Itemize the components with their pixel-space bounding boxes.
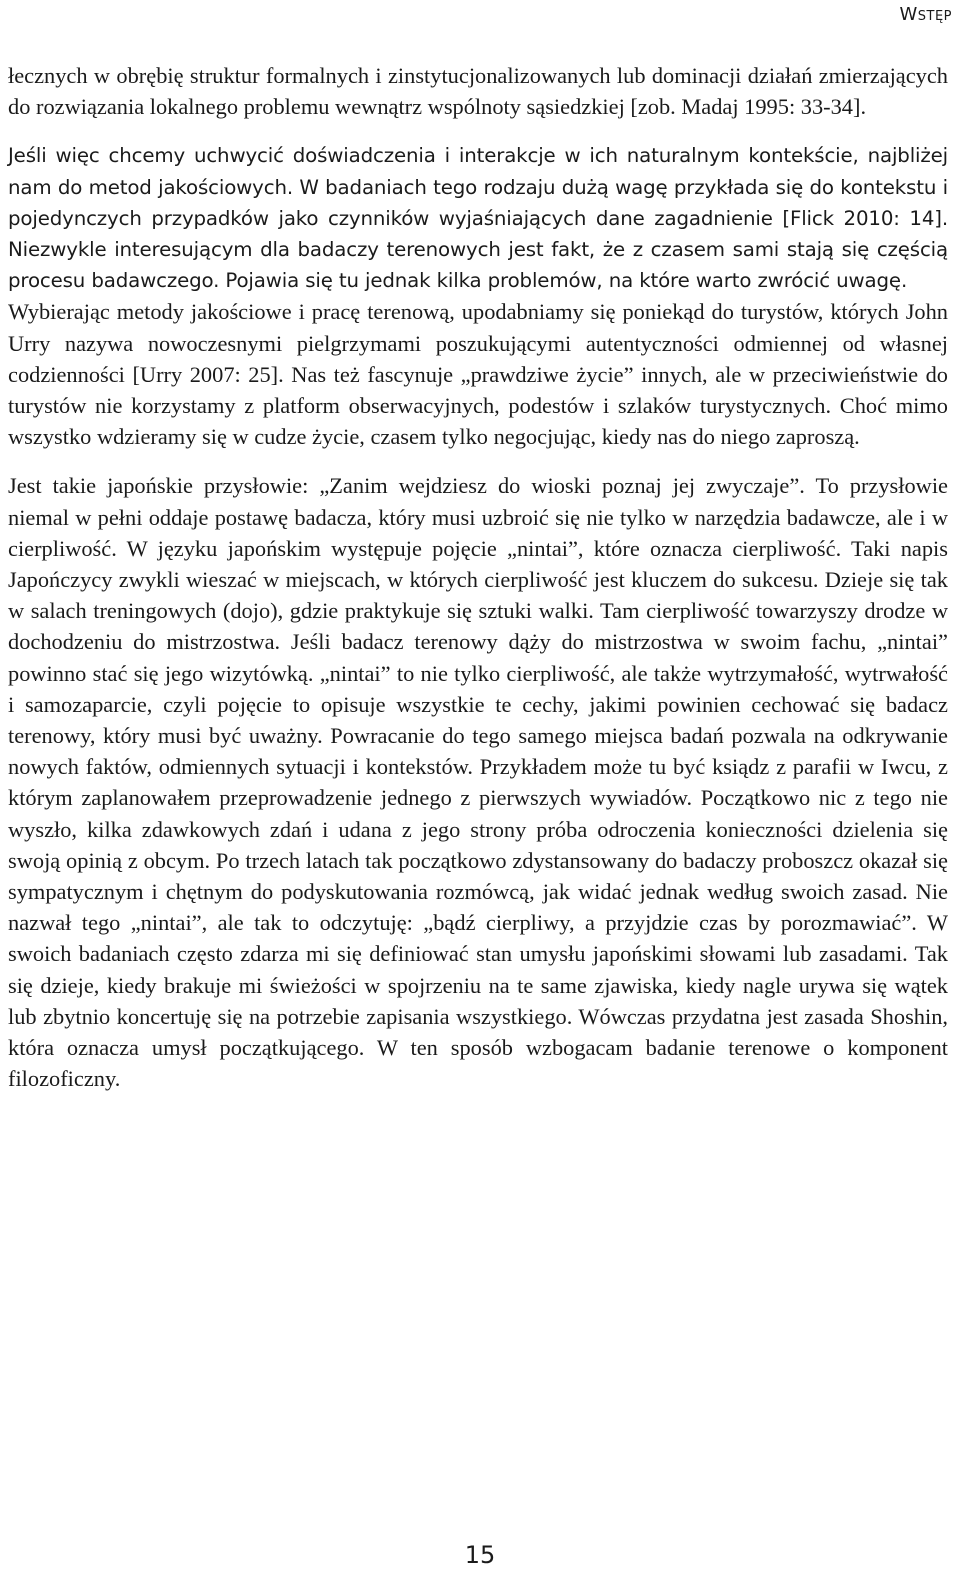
paragraph-4: Jest takie japońskie przysłowie: „Zanim wejdziesz do wioski poznaj jej zwyczaje”. To przysłowie niemal w pełni oddaje postawę badacza, który musi uzbroić się nie tylko w narzędzia badawcze, ale i w cierpliwość. W języku japońskim występuje pojęcie „nintai”, które oznacza cierpliwość. Taki napis Japończycy zwykli wieszać w miejscach, w których cierpliwość jest kluczem do sukcesu. Dzieje się tak w salach treningowych (dojo), gdzie praktykuje się sztuki walki. Tam cierpliwość towarzyszy drodze w dochodzeniu do mistrzostwa. Jeśli badacz terenowy dąży do mistrzostwa w swoim fachu, „nintai” powinno stać się jego wizytówką. „nintai” to nie tylko cierpliwość, ale także wytrzymałość, wytrwałość i samozaparcie, czyli pojęcie to opisuje wszystkie te cechy, jakimi powinien cechować się badacz terenowy, który musi być uważny. Powracanie do tego samego miejsca badań pozwala na odkrywanie nowych faktów, odmiennych sytuacji i kontekstów. Przykładem może tu być ksiądz z parafii w Iwcu, z którym zaplanowałem przeprowadzenie jednego z pierwszych wywiadów. Początkowo nic z tego nie wyszło, kilka zdawkowych zdań i udana z jego strony próba odroczenia konieczności dzielenia się swoją opinią z obcym. Po trzech latach tak początkowo zdystansowany do badaczy proboszcz okazał się sympatycznym i chętnym do podyskutowania rozmówcą, jak widać jednak według swoich zasad. Nie nazwał tego „nintai”, ale tak to odczytuję: „bądź cierpliwy, a przyjdzie czas by porozmawiać”. W swoich badaniach często zdarza mi się definiować stan umysłu japońskimi słowami lub zasadami. Tak się dzieje, kiedy brakuje mi świeżości w spojrzeniu na te same zjawiska, kiedy nagle urywa się wątek lub zbytnio koncertuję się na potrzebie zapisania wszystkiego. Wówczas przydatna jest zasada Shoshin, która oznacza umysł początkującego. W ten sposób wzbogacam badanie terenowe o komponent filozoficzny. — [8, 473, 948, 1092]
paragraph-3: Wybierając metody jakościowe i pracę terenową, upodabniamy się poniekąd do turystów, których John Urry nazywa nowoczesnymi pielgrzymami poszukującymi autentyczności odmiennej od własnej codzienności [Urry 2007: 25]. Nas też fascynuje „prawdziwe życie” innych, ale w przeciwieństwie do turystów nie korzystamy z platform obserwacyjnych, podestów i szlaków turystycznych. Choć mimo wszystko wdzieramy się w cudze życie, czasem tylko negocjując, kiedy nas do niego zaproszą. — [8, 299, 948, 450]
page-number: 15 — [464, 1541, 496, 1569]
paragraph-1: łecznych w obrębię struktur formalnych i zinstytucjonalizowanych lub dominacji działań zmierzających do rozwiązania lokalnego problemu wewnątrz wspólnoty sąsiedzkiej [zob. Madaj 1995: 33-34]. — [8, 63, 948, 120]
paragraph-2: Jeśli więc chcemy uchwycić doświadczenia i interakcje w ich naturalnym kontekście, najbliżej nam do metod jakościowych. W badaniach tego rodzaju dużą wagę przykłada się do kontekstu i pojedynczych przypadków jako czynników wyjaśniających dane zagadnienie [Flick 2010: 14]. Niezwykle interesującym dla badaczy terenowych jest fakt, że z czasem sami stają się częścią procesu badawczego. Pojawia się tu jednak kilka problemów, na które warto zwrócić uwagę. — [8, 144, 948, 293]
running-head: Wstęp — [899, 4, 952, 25]
body-text — [8, 60, 948, 1095]
